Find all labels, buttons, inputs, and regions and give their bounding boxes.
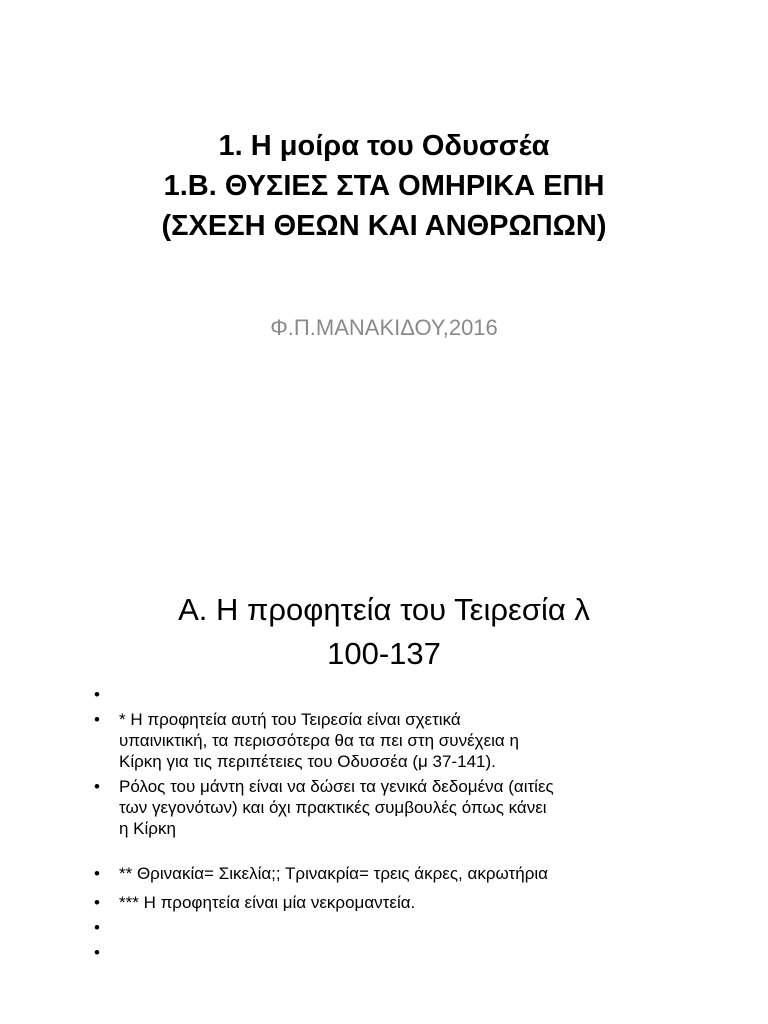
bullet-item-empty bbox=[94, 684, 694, 705]
slide-subtitle: Φ.Π.ΜΑΝΑΚΙΔΟΥ,2016 bbox=[270, 315, 498, 340]
title-line-1: 1. Η μοίρα του Οδυσσέα bbox=[218, 130, 550, 162]
bullet-item-seer-role bbox=[94, 776, 694, 839]
bullet-text-line: • Ρόλος του μάντη είναι να δώσει τα γενικά δεδομένα (αιτίες bbox=[119, 777, 554, 796]
bullet-text-line: των γεγονότων) και όχι πρακτικές συμβουλές όπως κάνει bbox=[119, 798, 547, 817]
bullet-text-line: • *** Η προφητεία είναι μία νεκρομαντεία. bbox=[119, 893, 416, 912]
section-heading-line-2: 100-137 bbox=[327, 636, 441, 671]
bullet-item-prophecy-note bbox=[94, 709, 694, 772]
slide-title bbox=[0, 126, 768, 246]
title-line-2: 1.Β. ΘΥΣΙΕΣ ΣΤΑ ΟΜΗΡΙΚΑ ΕΠΗ bbox=[163, 170, 605, 202]
section-heading bbox=[0, 588, 768, 676]
bullet-text-line: • ** Θρινακία= Σικελία;; Τρινακρία= τρεις άκρες, ακρωτήρια bbox=[119, 864, 548, 883]
bullet-text-line: η Κίρκη bbox=[119, 819, 176, 838]
section-heading-line-1: Α. Η προφητεία του Τειρεσία λ bbox=[178, 592, 590, 627]
title-line-3: (ΣΧΕΣΗ ΘΕΩΝ ΚΑΙ ΑΝΘΡΩΠΩΝ) bbox=[161, 210, 607, 242]
bullet-text-line: Κίρκη για τις περιπέτειες του Οδυσσέα (μ 37-141). bbox=[119, 752, 496, 771]
bullet-list bbox=[94, 684, 694, 963]
bullet-item-empty bbox=[94, 917, 694, 938]
bullet-text-line: • * Η προφητεία αυτή του Τειρεσία είναι σχετικά bbox=[119, 710, 461, 729]
bullet-item-thrinakia bbox=[94, 863, 694, 884]
bullet-item-empty bbox=[94, 942, 694, 963]
bullet-text-line: υπαινικτική, τα περισσότερα θα τα πει στη συνέχεια η bbox=[119, 731, 519, 750]
bullet-item-necromancy bbox=[94, 892, 694, 913]
